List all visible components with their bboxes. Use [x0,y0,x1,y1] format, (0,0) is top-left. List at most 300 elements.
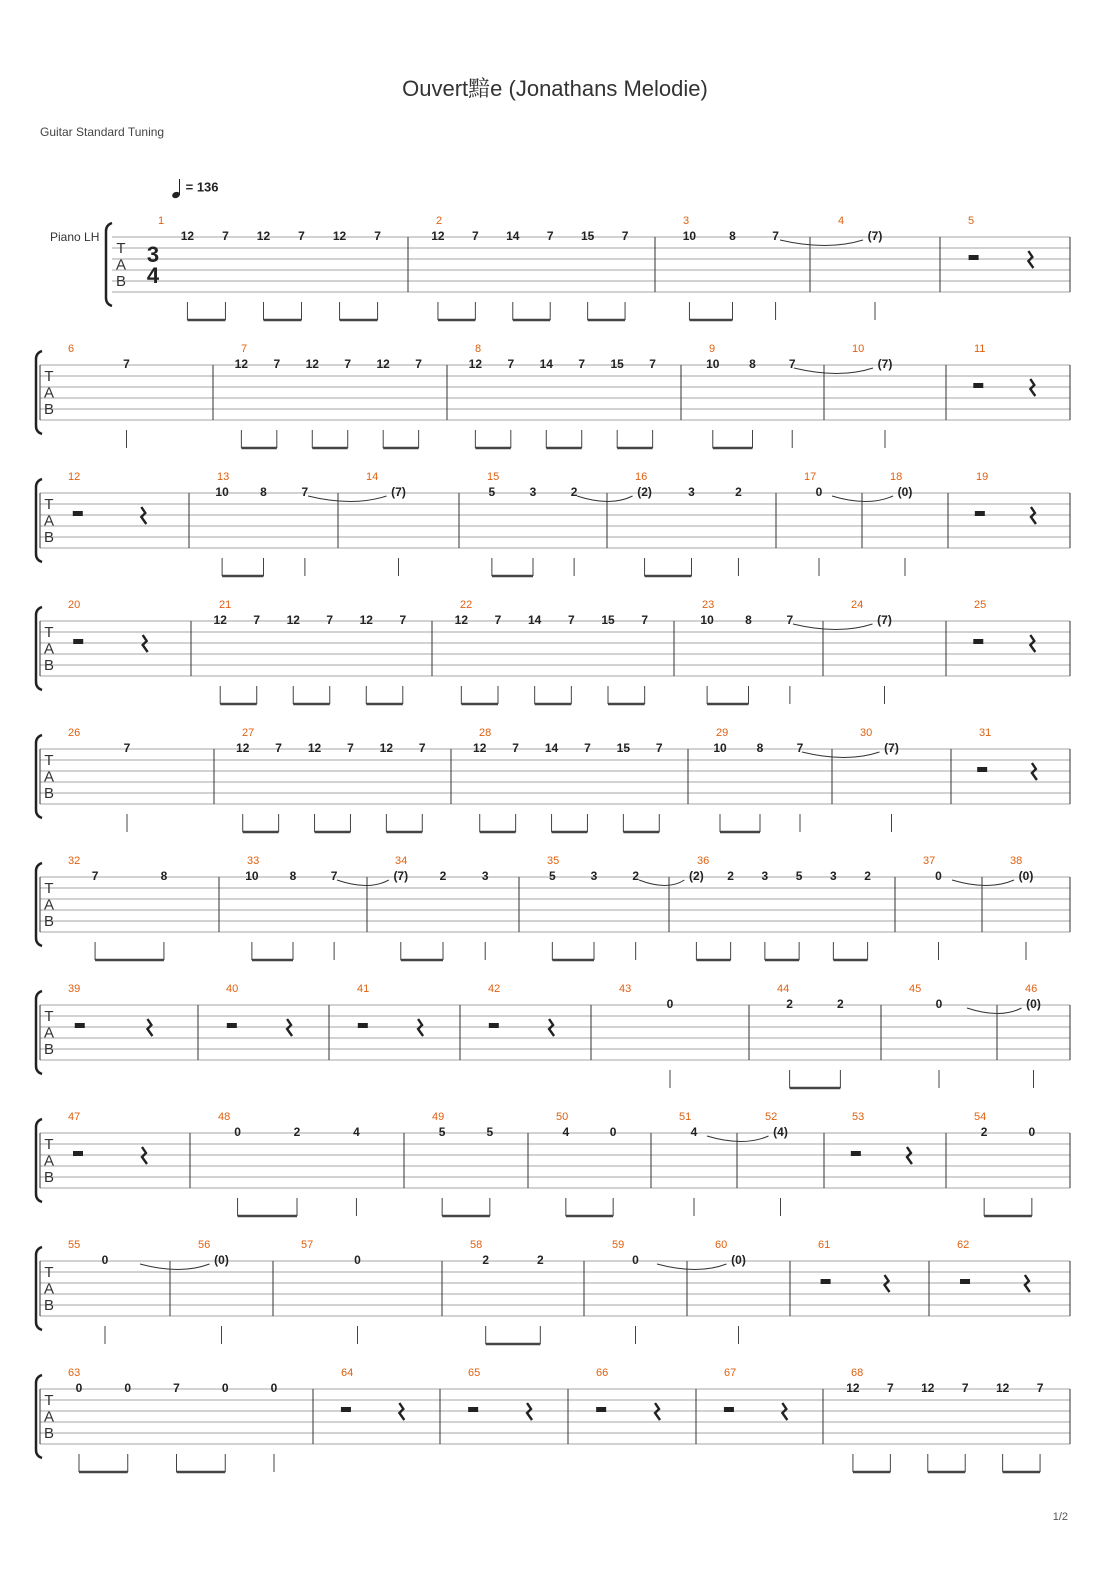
measure [577,471,742,576]
quarter-rest-icon [1028,251,1033,268]
tab-letter: A [43,896,55,914]
fret-number: 12 [256,229,271,243]
fret-number: 7 [330,869,338,883]
system-bracket [36,863,42,946]
measure-number: 8 [475,343,482,355]
measure [68,1111,147,1164]
fret-number: 4 [562,1125,570,1139]
measure-number: 45 [909,983,922,995]
fret-number: 2 [980,1125,988,1139]
tab-letter: B [43,657,55,674]
tab-system [106,215,1070,320]
measure-number: 51 [679,1111,692,1123]
measure [832,471,912,576]
fret-number: (7) [393,869,409,883]
measure-number: 30 [860,727,873,739]
fret-number: 7 [621,229,629,243]
fret-number: 14 [539,357,553,371]
measure [657,1239,746,1344]
measure [968,215,1033,268]
half-rest-icon [358,1023,368,1028]
tab-system [36,1239,1070,1344]
measure [236,727,426,832]
fret-number: (0) [897,485,913,499]
time-signature-bottom: 4 [146,263,160,288]
quarter-rest-icon [147,1019,152,1036]
quarter-rest-icon [1031,507,1036,524]
measure-number: 31 [979,727,992,739]
half-rest-icon [73,639,83,644]
fret-number: (7) [867,229,883,243]
fret-number: (2) [689,869,704,883]
tab-letter: A [43,512,55,530]
measure [619,983,674,1088]
fret-number: 5 [488,485,496,499]
measure [973,343,1035,396]
tab-system [36,343,1070,448]
fret-number: 0 [234,1125,241,1139]
fret-number: 2 [632,869,640,883]
fret-number: 7 [344,357,352,371]
measure-number: 12 [68,471,81,483]
measure-number: 50 [556,1111,569,1123]
fret-number: 7 [584,741,591,755]
fret-number: 0 [666,997,674,1011]
fret-number: 7 [641,613,649,627]
fret-number: 8 [745,613,752,627]
fret-number: 7 [347,741,354,755]
tab-letter: A [43,640,55,658]
fret-number: 8 [729,229,736,243]
measure-number: 65 [468,1367,481,1379]
measure-number: 46 [1025,983,1038,995]
fret-number: 7 [546,229,554,243]
tab-letter: A [43,1024,55,1042]
quarter-rest-icon [549,1019,554,1036]
measure-number: 32 [68,855,81,867]
measure-number: 15 [487,471,500,483]
fret-number: 7 [123,741,131,755]
measure [68,599,148,652]
half-rest-icon [960,1279,970,1284]
tab-letter: B [43,1169,55,1186]
measure-number: 18 [890,471,903,483]
measure [547,855,639,960]
measure [975,471,1036,524]
tab-letter: B [43,529,55,546]
fret-number: 10 [682,229,697,243]
quarter-rest-icon [527,1403,532,1420]
fret-number: 0 [632,1253,639,1267]
fret-number: 4 [353,1125,360,1139]
tab-system [36,471,1070,576]
fret-number: 10 [245,869,259,883]
fret-number: 14 [544,741,559,755]
measure-number: 7 [241,343,248,355]
fret-number: 2 [727,869,734,883]
quarter-rest-icon [1025,1275,1030,1292]
measure-number: 67 [724,1367,737,1379]
fret-number: 7 [273,357,281,371]
measure [455,599,649,704]
page-number: 1/2 [1052,1511,1068,1523]
tab-letter: T [44,880,54,897]
measure-number: 13 [217,471,230,483]
fret-number: (0) [1026,997,1041,1011]
fret-number: 8 [160,869,168,883]
measure [973,599,1035,652]
fret-number: 7 [123,357,130,371]
fret-number: 2 [786,997,793,1011]
measure [337,855,489,960]
measure-number: 22 [460,599,473,611]
tab-letter: T [44,1392,54,1409]
tie-arc [308,496,387,502]
fret-number: 7 [173,1381,180,1395]
fret-number: 8 [749,357,756,371]
measure-number: 21 [219,599,232,611]
tie-arc [657,1264,727,1270]
measure-number: 29 [716,727,729,739]
measure [68,471,146,524]
measure [818,1239,890,1292]
fret-number: 3 [830,869,837,883]
quarter-rest-icon [907,1147,912,1164]
system-bracket [36,351,42,434]
measure [596,1367,660,1420]
quarter-rest-icon [655,1403,660,1420]
measure-number: 68 [851,1367,864,1379]
fret-number: 7 [399,613,407,627]
measure-number: 17 [804,471,817,483]
measure [967,983,1041,1088]
measure-number: 48 [218,1111,231,1123]
measure [612,1239,639,1344]
tab-letter: T [44,1008,54,1025]
half-rest-icon [724,1407,734,1412]
fret-number: 0 [935,997,943,1011]
system-bracket [36,735,42,818]
fret-number: 7 [786,613,794,627]
fret-number: 0 [354,1253,361,1267]
tie-arc [707,1136,769,1142]
measure-number: 54 [974,1111,987,1123]
measure [846,1367,1043,1472]
measure-number: 6 [68,343,75,355]
fret-number: 2 [735,485,742,499]
fret-number: 8 [756,741,764,755]
tie-arc [952,880,1014,886]
measure-number: 42 [488,983,501,995]
fret-number: 7 [472,229,479,243]
measure-number: 37 [923,855,936,867]
half-rest-icon [969,255,979,260]
tab-letter: T [116,240,126,257]
half-rest-icon [73,511,83,516]
measure-number: 36 [697,855,710,867]
measure [802,727,899,832]
system-bracket [36,1247,42,1330]
measure [780,215,882,320]
fret-number: 12 [286,613,300,627]
measure-number: 63 [68,1367,81,1379]
fret-number: 0 [75,1381,83,1395]
fret-number: 12 [921,1381,935,1395]
fret-number: 2 [536,1253,544,1267]
fret-number: 7 [418,741,426,755]
measure-number: 49 [432,1111,445,1123]
half-rest-icon [227,1023,237,1028]
tie-arc [967,1008,1022,1014]
measure [487,471,578,576]
fret-number: 3 [688,485,695,499]
measure-number: 35 [547,855,560,867]
fret-number: 2 [864,869,871,883]
measure [707,1111,788,1216]
time-signature-top: 3 [146,242,160,267]
measure [432,1111,494,1216]
fret-number: 12 [332,229,347,243]
quarter-rest-icon [1032,763,1037,780]
tab-system [36,855,1070,960]
measure [469,343,657,448]
fret-number: 12 [213,613,227,627]
fret-number: 2 [570,485,578,499]
fret-number: 12 [307,741,322,755]
fret-number: 12 [305,357,319,371]
tab-letter: A [115,256,127,274]
tab-letter: B [43,401,55,418]
score-title: Ouvert黯e (Jonathans Melodie) [402,76,708,101]
tab-letter: A [43,384,55,402]
measure [226,983,292,1036]
quarter-rest-icon [1030,379,1035,396]
measure [68,343,130,448]
fret-number: 7 [887,1381,894,1395]
measure [68,1239,109,1344]
measure-number: 56 [198,1239,211,1251]
fret-number: (0) [1018,869,1034,883]
fret-number: 15 [601,613,615,627]
fret-number: 2 [482,1253,490,1267]
measure-number: 66 [596,1367,609,1379]
measure-number: 26 [68,727,81,739]
quarter-rest-icon [1030,635,1035,652]
fret-number: (7) [877,613,892,627]
fret-number: 12 [468,357,483,371]
quarter-rest-icon [399,1403,404,1420]
measure-number: 24 [851,599,864,611]
half-rest-icon [821,1279,831,1284]
fret-number: 7 [326,613,334,627]
fret-number: 0 [221,1381,229,1395]
fret-number: 12 [379,741,394,755]
measure [431,215,628,320]
measure-number: 43 [619,983,632,995]
measure [140,1239,229,1344]
tab-letter: B [43,1425,55,1442]
measure-number: 10 [852,343,865,355]
measure-number: 27 [242,727,255,739]
fret-number: 3 [590,869,598,883]
measure [473,727,663,832]
measure-number: 5 [968,215,975,227]
tie-arc [140,1264,210,1270]
half-rest-icon [975,511,985,516]
fret-number: 12 [995,1381,1010,1395]
half-rest-icon [596,1407,606,1412]
measure-number: 38 [1010,855,1023,867]
fret-number: (7) [391,485,406,499]
tab-letter: B [115,273,127,290]
measure [957,1239,1030,1292]
measure-number: 41 [357,983,370,995]
measure [639,855,871,960]
measure-number: 61 [818,1239,831,1251]
fret-number: 7 [494,613,502,627]
measure [235,343,423,448]
measure-number: 39 [68,983,81,995]
fret-number: 0 [935,869,942,883]
measure [851,1111,912,1164]
measure-number: 2 [436,215,443,227]
measure [488,983,554,1036]
measure-number: 14 [366,471,379,483]
measure-number: 23 [702,599,715,611]
tab-system [36,1367,1070,1472]
fret-number: 7 [222,229,229,243]
quarter-rest-icon [143,635,148,652]
half-rest-icon [977,767,987,772]
measure-number: 1 [158,215,165,227]
measure-number: 59 [612,1239,625,1251]
fret-number: 2 [293,1125,301,1139]
fret-number: 7 [415,357,422,371]
measure [158,215,381,320]
tab-letter: T [44,752,54,769]
fret-number: 7 [1036,1381,1044,1395]
tab-system [36,983,1070,1088]
fret-number: 7 [512,741,519,755]
measure-number: 11 [974,343,986,355]
measure [706,343,796,448]
fret-number: 3 [529,485,537,499]
measure-number: 62 [957,1239,970,1251]
fret-number: (2) [637,485,652,499]
measure [245,855,338,960]
measure [308,471,406,576]
measure [793,599,892,704]
measure-number: 58 [470,1239,483,1251]
measure [215,471,308,576]
fret-number: 0 [815,485,823,499]
fret-number: 10 [700,613,714,627]
tab-letter: B [43,913,55,930]
measure [977,727,1037,780]
tab-system [36,599,1070,704]
fret-number: (0) [214,1253,229,1267]
fret-number: 7 [91,869,99,883]
half-rest-icon [489,1023,499,1028]
system-bracket [106,223,112,306]
tab-letter: B [43,1041,55,1058]
instrument-label: Piano LH [50,230,100,244]
measure-number: 28 [479,727,492,739]
half-rest-icon [973,639,983,644]
measure [724,1367,787,1420]
measure-number: 20 [68,599,81,611]
quarter-rest-icon [141,507,146,524]
system-bracket [36,991,42,1074]
fret-number: 4 [690,1125,698,1139]
tab-letter: T [44,624,54,641]
measure-number: 60 [715,1239,728,1251]
fret-number: (0) [731,1253,746,1267]
measure [700,599,793,704]
fret-number: 0 [124,1381,132,1395]
quarter-rest-icon [142,1147,147,1164]
fret-number: 7 [578,357,586,371]
measure [218,1111,360,1216]
measure [68,727,131,832]
fret-number: 14 [506,229,520,243]
fret-number: 7 [796,741,804,755]
measure [713,727,803,832]
measure [301,1239,361,1344]
system-bracket [36,1119,42,1202]
fret-number: 7 [298,229,305,243]
tab-letter: A [43,1280,55,1298]
quarter-rest-icon [782,1403,787,1420]
fret-number: 12 [376,357,390,371]
measure [468,1367,532,1420]
measure [341,1367,404,1420]
fret-number: 0 [101,1253,109,1267]
measure [68,983,152,1036]
tab-letter: T [44,368,54,385]
fret-number: 5 [795,869,803,883]
system-bracket [36,479,42,562]
fret-number: 8 [289,869,297,883]
fret-number: 0 [1028,1125,1036,1139]
tab-system [36,1111,1070,1216]
fret-number: (7) [884,741,899,755]
half-rest-icon [468,1407,478,1412]
fret-number: 15 [580,229,595,243]
fret-number: 7 [788,357,796,371]
measure-number: 25 [974,599,987,611]
fret-number: 12 [431,229,445,243]
fret-number: 3 [481,869,489,883]
tie-arc [794,368,873,374]
measure [804,471,823,576]
half-rest-icon [973,383,983,388]
fret-number: 5 [548,869,556,883]
measure [68,1367,278,1472]
tab-letter: T [44,1264,54,1281]
tab-letter: T [44,1136,54,1153]
measure [68,855,168,960]
fret-number: 10 [215,485,229,499]
half-rest-icon [851,1151,861,1156]
tie-arc [802,752,880,758]
tie-arc [780,240,863,246]
fret-number: 7 [374,229,381,243]
fret-number: (4) [773,1125,788,1139]
fret-number: (7) [877,357,893,371]
measure-number: 3 [683,215,690,227]
tab-letter: A [43,768,55,786]
